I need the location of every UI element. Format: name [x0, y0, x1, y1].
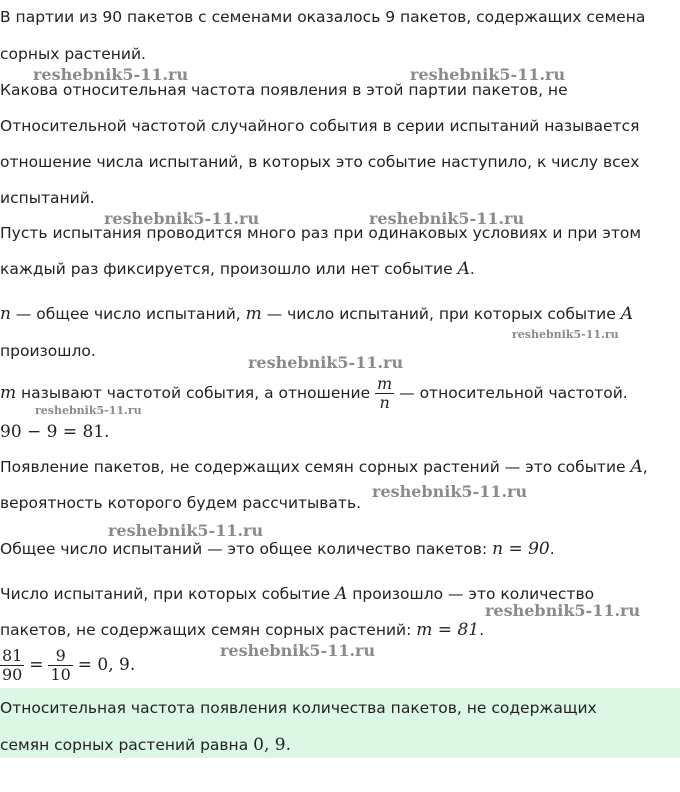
math-var: m [245, 304, 262, 324]
text-line: Относительной частотой случайного события в серии испытаний называется [0, 117, 640, 135]
text-line [0, 539, 555, 559]
text-line [0, 370, 628, 416]
fraction-denominator: n [379, 393, 390, 412]
fraction-81-90 [0, 647, 24, 684]
watermark: reshebnik5-11.ru [104, 209, 260, 228]
text-span: пакетов, не содержащих семян сорных растений: [0, 621, 417, 639]
fraction-numerator: 81 [2, 646, 23, 665]
math-expression: m = 81 [416, 620, 480, 640]
watermark: reshebnik5-11.ru [108, 521, 264, 540]
text-span: Общее число испытаний — это общее количество пакетов: [0, 540, 493, 558]
calc-line: 90 − 9 = 81. [0, 422, 110, 442]
text-line: Какова относительная частота появления в этой партии пакетов, не [0, 81, 568, 99]
watermark: reshebnik5-11.ru [485, 601, 641, 620]
text-line: произошло. [0, 342, 96, 360]
fraction-equation [0, 642, 135, 688]
text-line [0, 620, 484, 640]
equals-sign: = [29, 655, 44, 675]
watermark: reshebnik5-11.ru [220, 641, 376, 660]
answer-line: Относительная частота появления количества пакетов, не содержащих [0, 699, 597, 717]
watermark: reshebnik5-11.ru [512, 328, 619, 341]
text-line [0, 304, 633, 324]
fraction-denominator: 10 [50, 665, 71, 684]
watermark: reshebnik5-11.ru [33, 65, 189, 84]
watermark: reshebnik5-11.ru [372, 482, 528, 501]
watermark: reshebnik5-11.ru [410, 65, 566, 84]
equation-result: = 0, 9. [77, 655, 136, 675]
text-span: . [549, 540, 555, 558]
text-line: отношение числа испытаний, в которых это событие наступило, к числу всех [0, 153, 640, 171]
text-span: Появление пакетов, не содержащих семян сорных растений — это событие [0, 458, 631, 476]
math-var: A [335, 584, 348, 604]
text-span: — относительной частотой. [394, 384, 628, 402]
text-span: называют частотой события, а отношение [16, 384, 376, 402]
text-line: испытаний. [0, 189, 95, 207]
answer-line [0, 735, 291, 755]
math-var: A [457, 259, 470, 279]
answer-value: 0, 9. [253, 735, 291, 755]
math-var: n [0, 304, 11, 324]
watermark: reshebnik5-11.ru [248, 353, 404, 372]
text-span: , [642, 458, 648, 476]
text-line [0, 259, 475, 279]
text-span: — общее число испытаний, [10, 305, 246, 323]
answer-box [0, 688, 680, 758]
watermark: reshebnik5-11.ru [35, 404, 142, 417]
text-span: . [469, 260, 475, 278]
text-line [0, 457, 648, 477]
fraction-9-10 [48, 647, 72, 684]
text-line: В партии из 90 пакетов с семенами оказалось 9 пакетов, содержащих семена [0, 8, 646, 26]
text-span: — число испытаний, при которых событие [261, 305, 621, 323]
fraction-denominator: 90 [2, 665, 23, 684]
watermark: reshebnik5-11.ru [369, 209, 525, 228]
text-span: семян сорных растений равна [0, 736, 254, 754]
math-expression: n = 90 [492, 539, 550, 559]
fraction-numerator: m [377, 374, 393, 393]
text-span: . [479, 621, 485, 639]
text-span: каждый раз фиксируется, произошло или нет событие [0, 260, 458, 278]
fraction-numerator: 9 [48, 647, 72, 666]
text-span: Число испытаний, при которых событие [0, 585, 336, 603]
text-line: сорных растений. [0, 45, 146, 63]
text-span: произошло — это количество [347, 585, 595, 603]
fraction-m-n [375, 375, 394, 412]
math-var: m [0, 383, 17, 403]
math-var: A [630, 457, 643, 477]
text-line: вероятность которого будем рассчитывать. [0, 494, 362, 512]
text-line: Пусть испытания проводится много раз при одинаковых условиях и при этом [0, 224, 642, 242]
text-line [0, 584, 594, 604]
math-var: A [620, 304, 633, 324]
